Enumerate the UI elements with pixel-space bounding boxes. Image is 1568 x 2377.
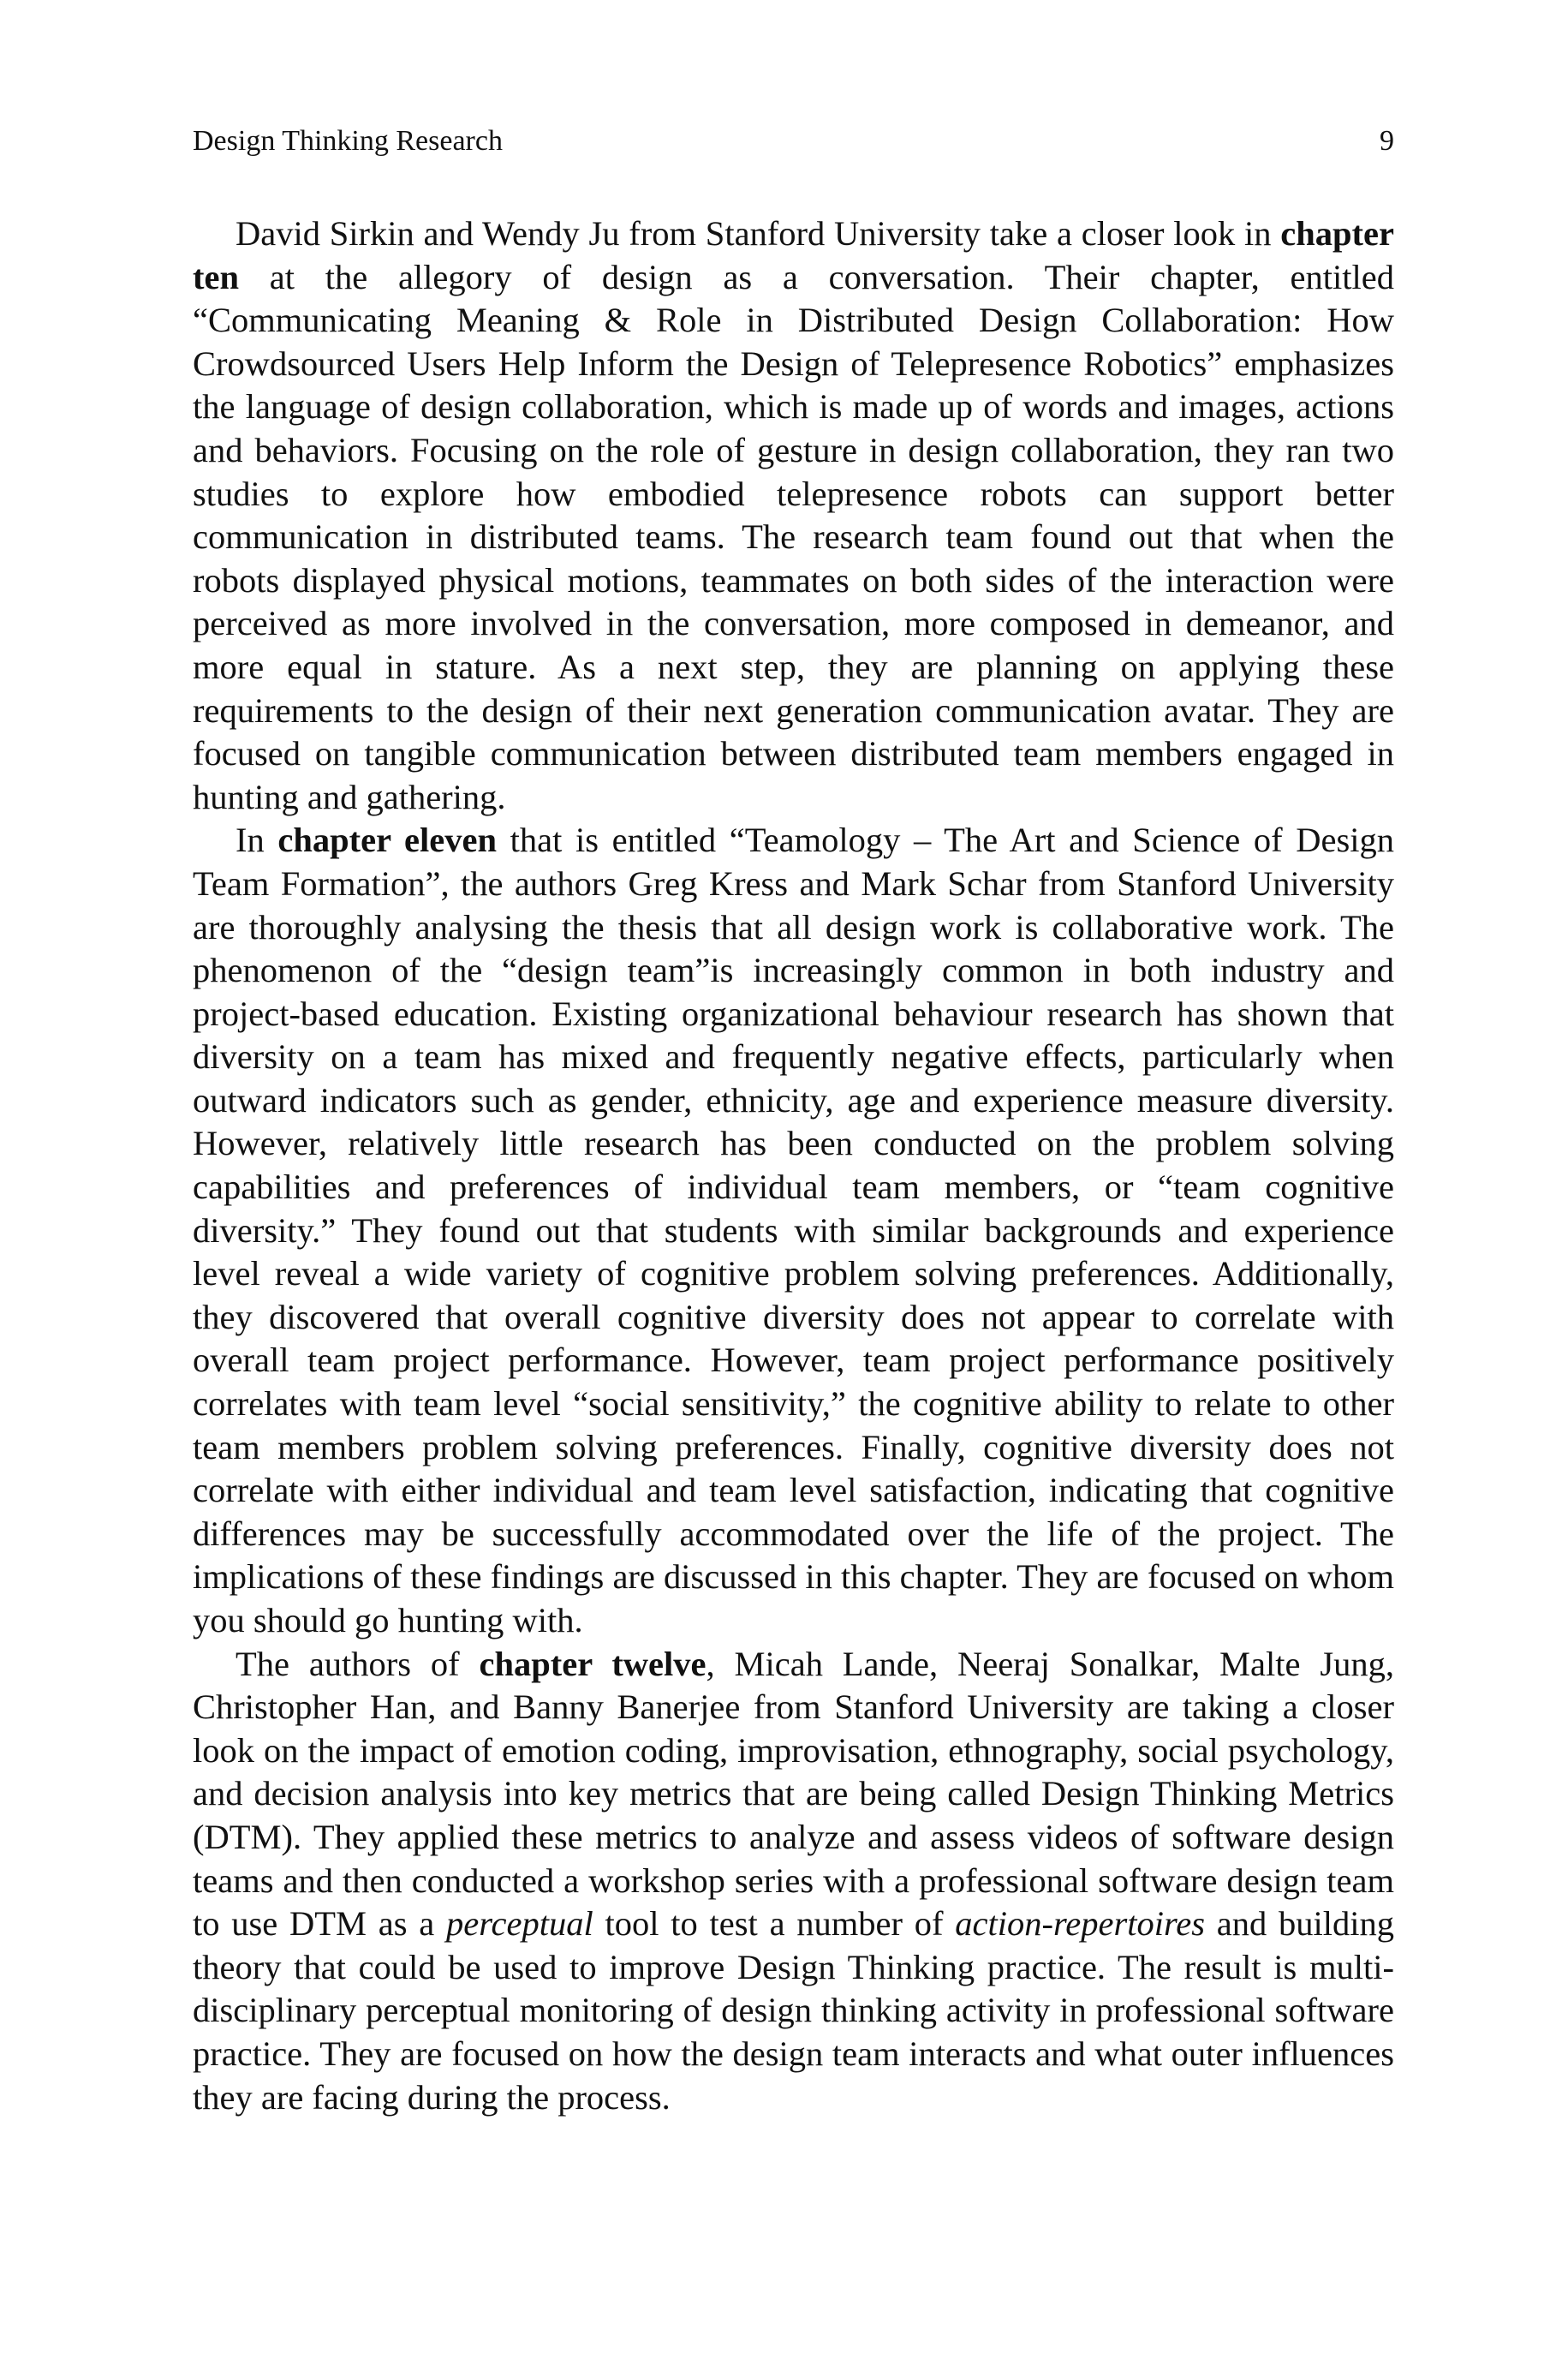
text-run: that is entitled “Teamology – The Art and Science of Design Team Formation”, the authors Greg Kress and Mark Schar from Stanford University are thoroughly analysing the thesis that all design work is collaborative work. The phenomenon of the “design team”is increasingly common in both industry and project-based education. Existing organizational behaviour research has shown that diversity on a team has mixed and frequently negative effects, particularly when outward indicators such as gender, ethnicity, age and experience measure diversity. However, relatively little research has been conducted on the problem solving capabilities and preferences of individual team members, or “team cognitive diversity.” They found out that students with similar backgrounds and experience level reveal a wide variety of cognitive problem solving preferences. Additionally, they discovered that overall cognitive diversity does not appear to correlate with overall team project performance. However, team project performance positively correlates with team level “social sensitivity,” the cognitive ability to relate to other team members problem solving preferences. Finally, cognitive diversity does not correlate with either individual and team level satisfaction, indicating that cognitive differences may be successfully accommodated over the life of the project. The implications of these findings are discussed in this chapter. They are focused on whom you should go hunting with. xyxy=(193,821,1394,1639)
text-run: David Sirkin and Wendy Ju from Stanford University take a closer look in xyxy=(235,214,1281,253)
text-run: The authors of xyxy=(235,1644,480,1683)
paragraph-chapter-twelve xyxy=(193,1643,1394,2120)
chapter-ref-twelve: chapter twelve xyxy=(479,1644,706,1683)
text-run: and building theory that could be used to improve Design Thinking practice. The result is multi-disciplinary perceptual monitoring of design thinking activity in professional software practice. They are focused on how the design team interacts and what outer influences they are facing during the process. xyxy=(193,1904,1395,2117)
chapter-ref-ten: chapter ten xyxy=(193,214,1394,296)
page-number: 9 xyxy=(1380,125,1394,157)
text-run: , Micah Lande, Neeraj Sonalkar, Malte Jung, Christopher Han, and Banny Banerjee from Stanford University are taking a closer look on the impact of emotion coding, improvisation, ethnography, social psychology, and decision analysis into key metrics that are being called Design Thinking Metrics (DTM). They applied these metrics to analyze and assess videos of software design teams and then conducted a workshop series with a professional software design team to use DTM as a xyxy=(193,1644,1394,1944)
emphasis-perceptual: perceptual xyxy=(446,1904,593,1944)
chapter-ref-eleven: chapter eleven xyxy=(277,821,497,860)
emphasis-action-repertoires: action-repertoires xyxy=(955,1904,1205,1944)
paragraph-chapter-ten xyxy=(193,212,1394,819)
text-run: tool to test a number of xyxy=(593,1904,956,1944)
paragraph-chapter-eleven xyxy=(193,819,1394,1642)
text-run: at the allegory of design as a conversation. Their chapter, entitled “Communicating Meaning & Role in Distributed Design Collaboration: How Crowdsourced Users Help Inform the Design of Telepresence Robotics” emphasizes the language of design collaboration, which is made up of words and images, actions and behaviors. Focusing on the role of gesture in design collaboration, they ran two studies to explore how embodied telepresence robots can support better communication in distributed teams. The research team found out that when the robots displayed physical motions, teammates on both sides of the interaction were perceived as more involved in the conversation, more composed in demeanor, and more equal in stature. As a next step, they are planning on applying these requirements to the design of their next generation communication avatar. They are focused on tangible communication between distributed team members engaged in hunting and gathering. xyxy=(193,257,1394,816)
body-text xyxy=(193,212,1394,2119)
running-header xyxy=(193,122,1394,161)
text-run: In xyxy=(235,821,278,860)
running-title: Design Thinking Research xyxy=(193,125,503,157)
